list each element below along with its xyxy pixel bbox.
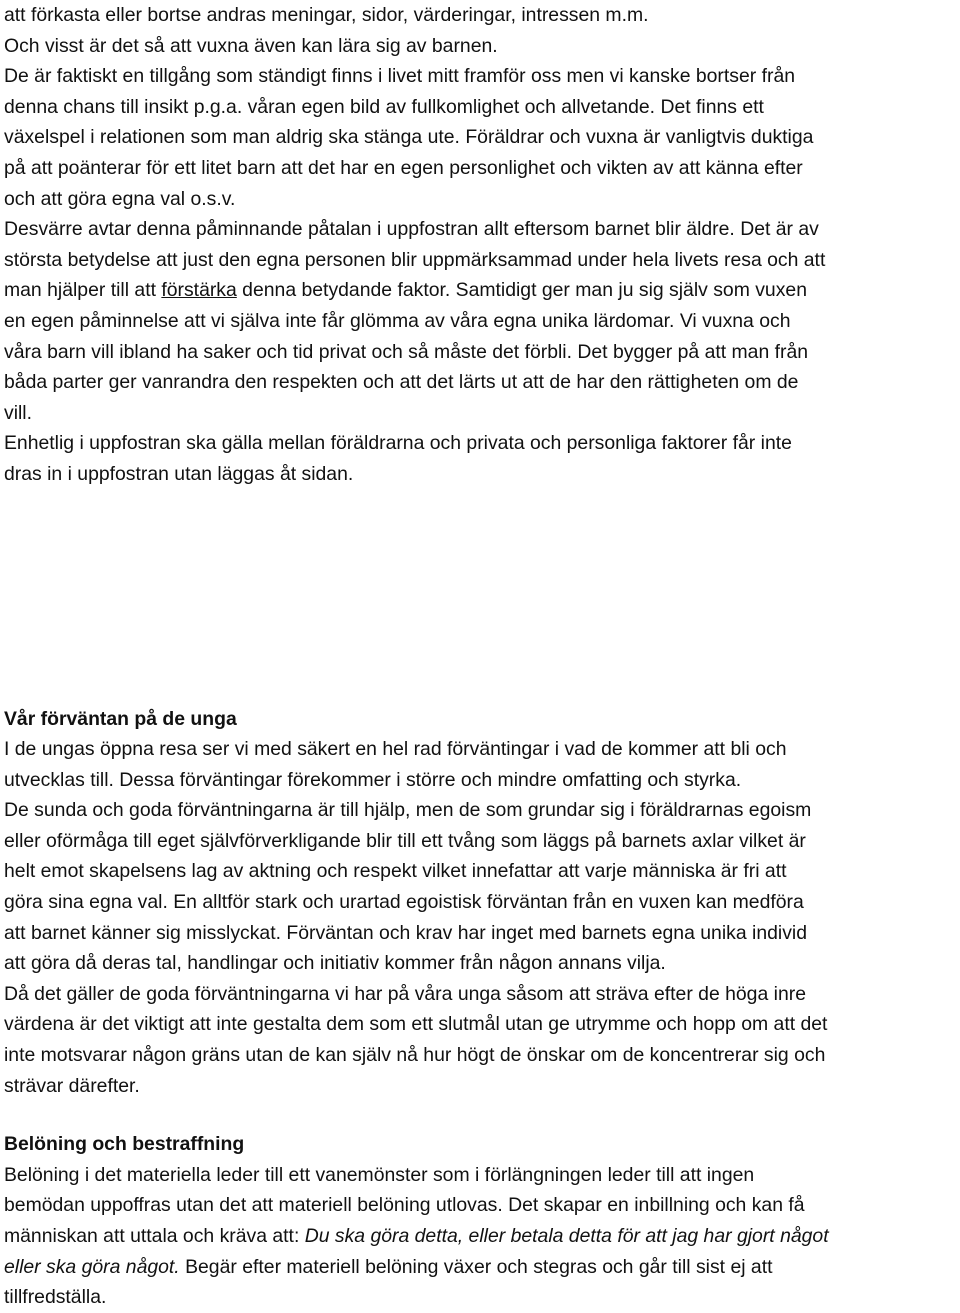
text-line: Enhetlig i uppfostran ska gälla mellan föräldrarna och privata och personliga faktorer får inte [4, 432, 792, 455]
text-line: att göra då deras tal, handlingar och initiativ kommer från någon annans vilja. [4, 952, 666, 975]
text-line: båda parter ger vanrandra den respekten och att det lärts ut att de har den rättigheten om de [4, 371, 799, 394]
text-line: eller oförmåga till eget självförverkligande blir till ett tvång som läggs på barnets axlar vilket är [4, 829, 806, 852]
text-line: att barnet känner sig misslyckat. Förväntan och krav har inget med barnets egna unika individ [4, 921, 807, 944]
document-page [4, 0, 956, 1313]
text-line: och att göra egna val o.s.v. [4, 187, 236, 210]
text-line: Och visst är det så att vuxna även kan lära sig av barnen. [4, 34, 498, 57]
text-line: De är faktiskt en tillgång som ständigt finns i livet mitt framför oss men vi kanske bortser från [4, 65, 796, 88]
text-run: Begär efter materiell belöning växer och stegras och går till sist ej att [179, 1255, 773, 1278]
text-line: att förkasta eller bortse andras meningar, sidor, värderingar, intressen m.m. [4, 4, 649, 26]
text-line: växelspel i relationen som man aldrig ska stänga ute. Föräldrar och vuxna är vanligtvis duktiga [4, 126, 814, 149]
text-run: människan att uttala och kräva att: [4, 1225, 305, 1247]
paragraph-intro [4, 0, 956, 214]
paragraph-desvarre [4, 214, 956, 428]
text-line: De sunda och goda förväntningarna är till hjälp, men de som grundar sig i föräldrarnas egoism [4, 799, 812, 822]
italic-quote: Du ska göra detta, eller betala detta för att jag har gjort något [304, 1225, 829, 1247]
text-line [4, 275, 956, 306]
link-forstarka[interactable]: förstärka [161, 279, 237, 302]
text-line: vill. [4, 401, 33, 424]
text-line: strävar därefter. [4, 1074, 140, 1097]
section-beloning [4, 1129, 956, 1313]
section-forvantan [4, 704, 956, 1102]
italic-quote: eller ska göra något. [4, 1255, 180, 1278]
blank-space [4, 490, 956, 704]
text-line: denna chans till insikt p.g.a. våran egen bild av fullkomlighet och allvetande. Det finns ett [4, 95, 764, 118]
text-line: på att poänterar för ett litet barn att det har en egen personlighet och vikten av att känna efter [4, 156, 803, 179]
text-line: utvecklas till. Dessa förväntingar förekommer i större och mindre omfatting och styrka. [4, 768, 742, 791]
section-heading: Vår förväntan på de unga [4, 707, 237, 730]
text-line: värdena är det viktigt att inte gestalta dem som ett slutmål utan ge utrymme och hopp om att det [4, 1013, 828, 1036]
text-line: Desvärre avtar denna påminnande påtalan i uppfostran allt eftersom barnet blir äldre. Det är av [4, 218, 819, 241]
text-line: I de ungas öppna resa ser vi med säkert en hel rad förväntingar i vad de kommer att bli och [4, 738, 787, 761]
text-line: dras in i uppfostran utan läggas åt sidan. [4, 462, 354, 485]
text-line: största betydelse att just den egna personen blir uppmärksammad under hela livets resa och att [4, 248, 826, 271]
text-line: bemödan uppoffras utan det att materiell belöning utlovas. Det skapar en inbillning och kan få [4, 1194, 805, 1217]
text-run: man hjälper till att [4, 279, 162, 302]
text-line: tillfredställa. [4, 1286, 107, 1309]
paragraph-enhetlig [4, 428, 956, 489]
text-run: denna betydande faktor. Samtidigt ger man ju sig själv som vuxen [236, 279, 807, 302]
text-line: en egen påminnelse att vi själva inte får glömma av våra egna unika lärdomar. Vi vuxna och [4, 309, 791, 332]
text-line [4, 1221, 956, 1252]
text-line: Då det gäller de goda förväntningarna vi har på våra unga såsom att sträva efter de höga inre [4, 982, 806, 1005]
blank-space [4, 1101, 956, 1129]
text-line: helt emot skapelsens lag av aktning och respekt vilket innefattar att varje människa är fri att [4, 860, 787, 883]
text-line: våra barn vill ibland ha saker och tid privat och så måste det förbli. Det bygger på att man från [4, 340, 809, 363]
section-heading: Belöning och bestraffning [4, 1133, 245, 1156]
text-line: Belöning i det materiella leder till ett vanemönster som i förlängningen leder till att ingen [4, 1163, 755, 1186]
text-line [4, 1252, 956, 1283]
text-line: inte motsvarar någon gräns utan de kan själv nå hur högt de önskar om de koncentrerar sig och [4, 1044, 826, 1067]
text-line: göra sina egna val. En alltför stark och urartad egoistisk förväntan från en vuxen kan medföra [4, 891, 804, 914]
